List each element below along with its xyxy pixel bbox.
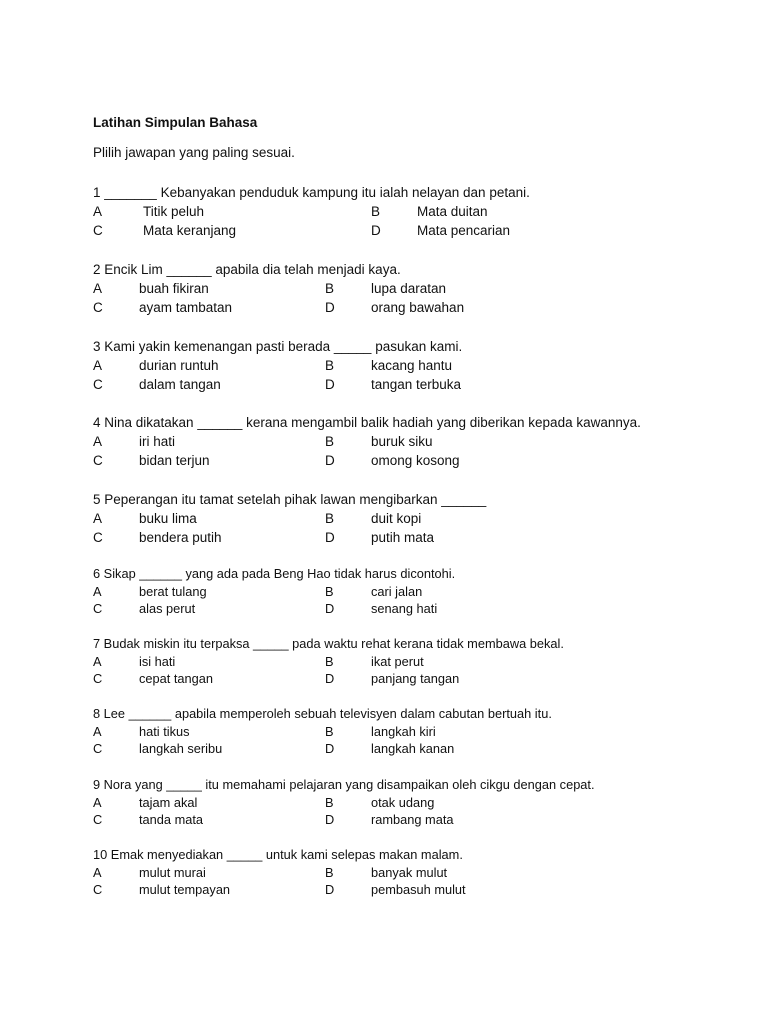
question-6 bbox=[93, 565, 733, 618]
option-label-d: D bbox=[325, 741, 335, 756]
instruction-text: Plilih jawapan yang paling sesuai. bbox=[93, 145, 295, 160]
option-label-c: C bbox=[93, 601, 103, 616]
option-text-b: Mata duitan bbox=[417, 204, 488, 219]
option-label-a: A bbox=[93, 864, 102, 880]
option-label-d: D bbox=[325, 530, 335, 545]
option-text-a: mulut murai bbox=[139, 864, 206, 880]
question-4-text: 4 Nina dikatakan ______ kerana mengambil balik hadiah yang diberikan kepada kawannya. bbox=[93, 415, 641, 430]
question-3-row-ab bbox=[93, 356, 733, 375]
option-text-a: hati tikus bbox=[139, 723, 190, 739]
question-7-row-ab bbox=[93, 653, 733, 671]
option-label-c: C bbox=[93, 377, 103, 392]
option-label-c: C bbox=[93, 453, 103, 468]
option-text-c: alas perut bbox=[139, 601, 196, 616]
option-label-c: C bbox=[93, 223, 103, 238]
option-text-b: banyak mulut bbox=[371, 864, 448, 880]
option-text-b: kacang hantu bbox=[371, 358, 453, 373]
question-5-text: 5 Peperangan itu tamat setelah pihak lawan mengibarkan ______ bbox=[93, 492, 487, 507]
option-text-c: langkah seribu bbox=[139, 741, 223, 756]
option-label-c: C bbox=[93, 882, 103, 897]
question-6-row-ab bbox=[93, 583, 733, 601]
question-1-row-cd bbox=[93, 221, 733, 240]
option-label-a: A bbox=[93, 653, 102, 669]
question-7-text: 7 Budak miskin itu terpaksa _____ pada waktu rehat kerana tidak membawa bekal. bbox=[93, 636, 564, 651]
question-10-row-ab bbox=[93, 864, 733, 882]
option-text-a: buah fikiran bbox=[139, 281, 209, 296]
option-text-a: isi hati bbox=[139, 653, 176, 669]
question-5-row-cd bbox=[93, 528, 733, 547]
question-8 bbox=[93, 705, 733, 758]
option-text-d: tangan terbuka bbox=[371, 377, 462, 392]
question-3-row-cd bbox=[93, 375, 733, 394]
question-6-row-cd bbox=[93, 600, 733, 618]
option-text-d: orang bawahan bbox=[371, 300, 465, 315]
question-2-row-cd bbox=[93, 298, 733, 317]
option-text-b: otak udang bbox=[371, 794, 435, 810]
option-label-d: D bbox=[325, 812, 335, 827]
option-text-b: lupa daratan bbox=[371, 281, 447, 296]
question-7 bbox=[93, 635, 733, 688]
option-text-a: iri hati bbox=[139, 434, 176, 449]
option-text-d: Mata pencarian bbox=[417, 223, 511, 238]
option-label-d: D bbox=[325, 882, 335, 897]
question-9 bbox=[93, 776, 733, 829]
option-text-c: cepat tangan bbox=[139, 671, 214, 686]
question-5 bbox=[93, 490, 733, 547]
option-label-c: C bbox=[93, 812, 103, 827]
option-label-b: B bbox=[325, 583, 334, 599]
option-label-b: B bbox=[325, 434, 335, 449]
option-label-d: D bbox=[325, 377, 335, 392]
option-label-d: D bbox=[325, 300, 335, 315]
option-label-a: A bbox=[93, 434, 103, 449]
option-label-c: C bbox=[93, 671, 103, 686]
question-4-row-ab bbox=[93, 432, 733, 451]
question-1 bbox=[93, 183, 733, 240]
option-text-d: langkah kanan bbox=[371, 741, 455, 756]
option-text-c: mulut tempayan bbox=[139, 882, 231, 897]
question-1-text: 1 _______ Kebanyakan penduduk kampung itu ialah nelayan dan petani. bbox=[93, 185, 530, 200]
option-text-a: berat tulang bbox=[139, 583, 207, 599]
question-2-text: 2 Encik Lim ______ apabila dia telah menjadi kaya. bbox=[93, 262, 401, 277]
option-text-c: bendera putih bbox=[139, 530, 222, 545]
option-text-d: pembasuh mulut bbox=[371, 882, 466, 897]
option-label-b: B bbox=[371, 204, 381, 219]
option-text-b: cari jalan bbox=[371, 583, 423, 599]
option-text-b: langkah kiri bbox=[371, 723, 436, 739]
question-9-text: 9 Nora yang _____ itu memahami pelajaran yang disampaikan oleh cikgu dengan cepat. bbox=[93, 777, 595, 792]
option-text-c: tanda mata bbox=[139, 812, 204, 827]
question-8-row-ab bbox=[93, 723, 733, 741]
option-text-d: putih mata bbox=[371, 530, 435, 545]
option-text-c: dalam tangan bbox=[139, 377, 221, 392]
option-label-b: B bbox=[325, 794, 334, 810]
option-label-a: A bbox=[93, 794, 102, 810]
question-3-text: 3 Kami yakin kemenangan pasti berada _____ pasukan kami. bbox=[93, 339, 463, 354]
question-10 bbox=[93, 846, 733, 899]
question-8-row-cd bbox=[93, 740, 733, 758]
question-7-row-cd bbox=[93, 670, 733, 688]
option-text-b: buruk siku bbox=[371, 434, 433, 449]
option-label-b: B bbox=[325, 653, 334, 669]
option-label-a: A bbox=[93, 723, 102, 739]
option-label-b: B bbox=[325, 358, 335, 373]
option-label-b: B bbox=[325, 281, 335, 296]
option-label-d: D bbox=[325, 601, 335, 616]
option-text-d: senang hati bbox=[371, 601, 438, 616]
question-9-row-cd bbox=[93, 811, 733, 829]
option-text-c: ayam tambatan bbox=[139, 300, 233, 315]
option-label-d: D bbox=[325, 453, 335, 468]
option-label-a: A bbox=[93, 583, 102, 599]
option-text-a: durian runtuh bbox=[139, 358, 219, 373]
option-text-b: ikat perut bbox=[371, 653, 424, 669]
option-label-d: D bbox=[371, 223, 381, 238]
question-10-text: 10 Emak menyediakan _____ untuk kami selepas makan malam. bbox=[93, 847, 463, 862]
option-label-d: D bbox=[325, 671, 335, 686]
option-label-a: A bbox=[93, 204, 103, 219]
question-3 bbox=[93, 337, 733, 394]
question-8-text: 8 Lee ______ apabila memperoleh sebuah televisyen dalam cabutan bertuah itu. bbox=[93, 706, 552, 721]
question-2-row-ab bbox=[93, 279, 733, 298]
option-label-a: A bbox=[93, 281, 103, 296]
question-6-text: 6 Sikap ______ yang ada pada Beng Hao tidak harus dicontohi. bbox=[93, 566, 456, 581]
option-text-a: Titik peluh bbox=[143, 204, 205, 219]
option-text-c: Mata keranjang bbox=[143, 223, 237, 238]
option-label-a: A bbox=[93, 511, 103, 526]
option-label-b: B bbox=[325, 511, 335, 526]
option-text-d: panjang tangan bbox=[371, 671, 460, 686]
option-text-a: tajam akal bbox=[139, 794, 198, 810]
question-5-row-ab bbox=[93, 509, 733, 528]
question-10-row-cd bbox=[93, 881, 733, 899]
question-4-row-cd bbox=[93, 451, 733, 470]
option-text-c: bidan terjun bbox=[139, 453, 210, 468]
question-1-row-ab bbox=[93, 202, 733, 221]
option-label-b: B bbox=[325, 723, 334, 739]
option-text-a: buku lima bbox=[139, 511, 197, 526]
option-text-d: omong kosong bbox=[371, 453, 460, 468]
option-label-c: C bbox=[93, 741, 103, 756]
question-9-row-ab bbox=[93, 794, 733, 812]
worksheet-title: Latihan Simpulan Bahasa bbox=[93, 115, 258, 130]
option-text-d: rambang mata bbox=[371, 812, 454, 827]
option-label-a: A bbox=[93, 358, 103, 373]
option-text-b: duit kopi bbox=[371, 511, 422, 526]
option-label-c: C bbox=[93, 530, 103, 545]
question-2 bbox=[93, 260, 733, 317]
option-label-b: B bbox=[325, 864, 334, 880]
option-label-c: C bbox=[93, 300, 103, 315]
question-4 bbox=[93, 413, 733, 470]
